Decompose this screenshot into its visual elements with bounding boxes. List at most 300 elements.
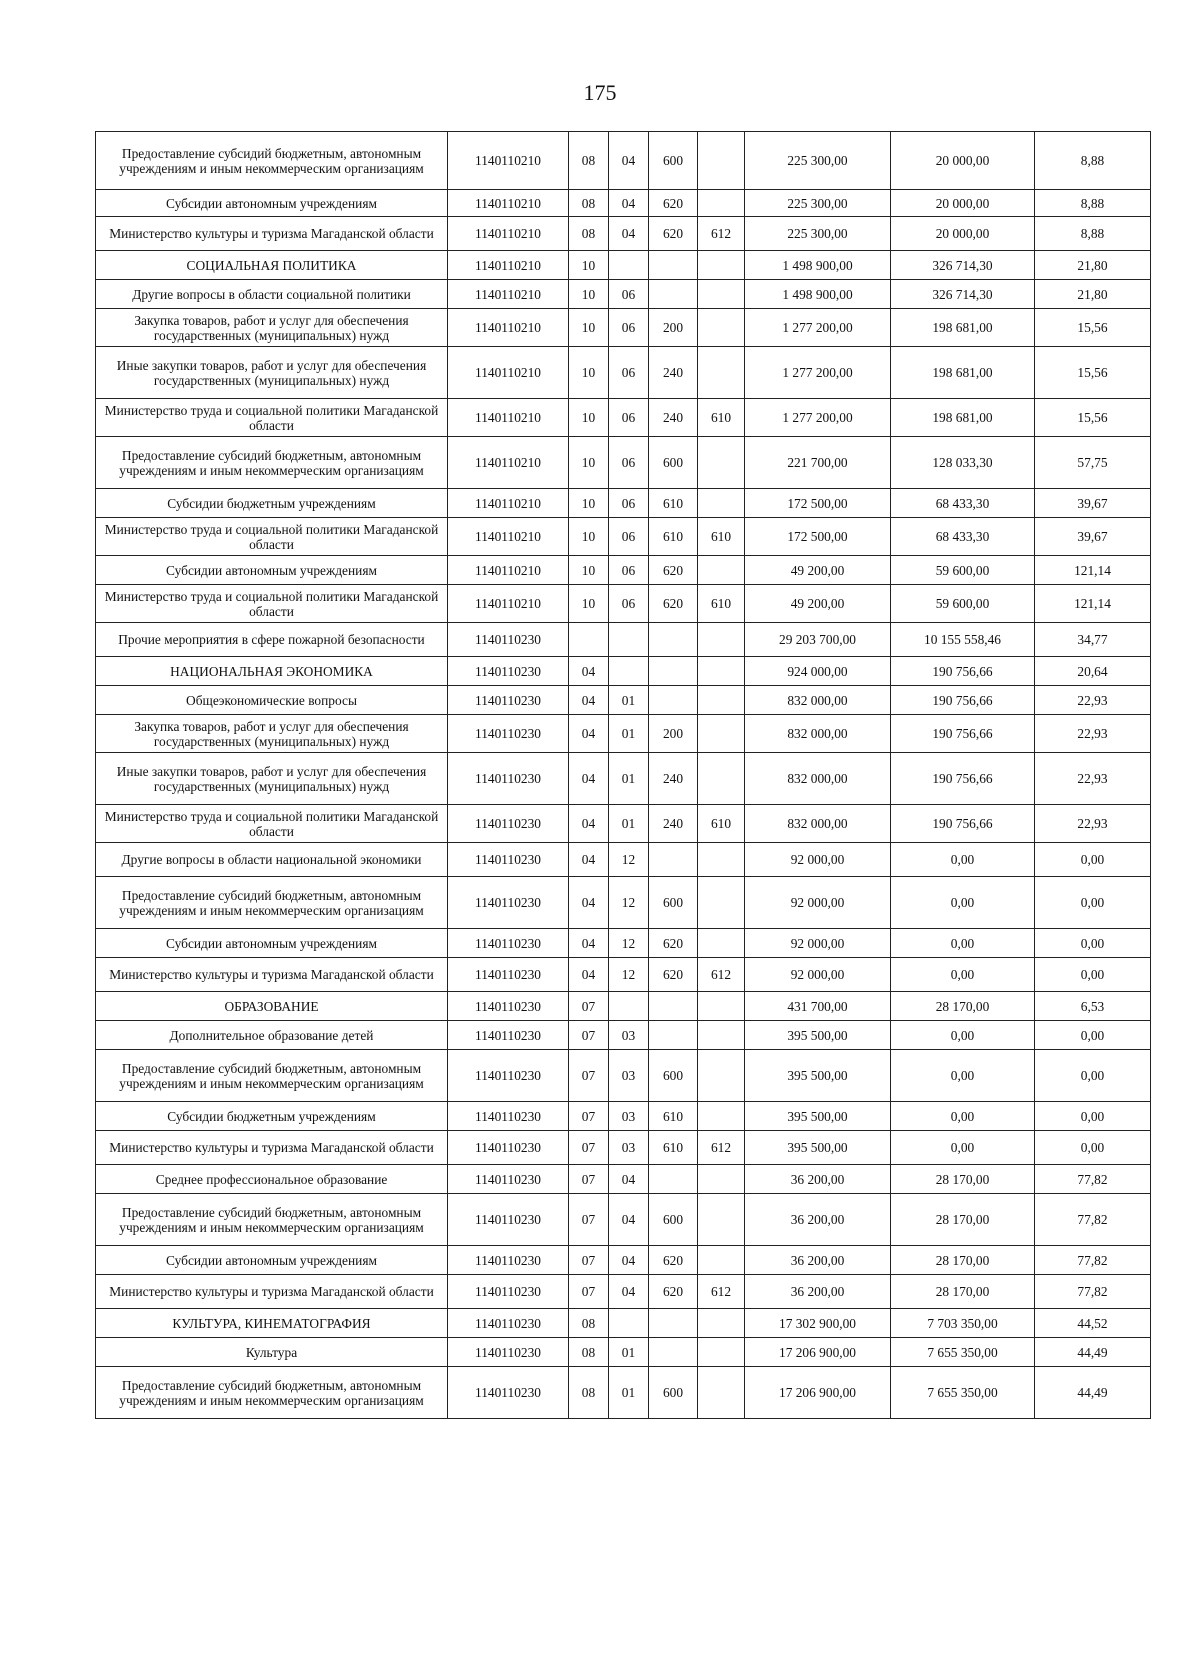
target-article-code-cell: 1140110230 [448, 958, 569, 992]
table-row [96, 657, 1151, 686]
table-row [96, 843, 1151, 877]
actual-amount-cell: 198 681,00 [891, 399, 1035, 437]
row-name-cell: Министерство труда и социальной политики Магаданской области [96, 518, 448, 556]
table-row [96, 715, 1151, 753]
section-code-cell: 04 [569, 805, 609, 843]
table-row [96, 958, 1151, 992]
administrator-code-cell: 610 [698, 805, 745, 843]
execution-percent-cell: 0,00 [1035, 1021, 1151, 1050]
section-code-cell: 10 [569, 280, 609, 309]
actual-amount-cell: 0,00 [891, 958, 1035, 992]
actual-amount-cell: 10 155 558,46 [891, 623, 1035, 657]
execution-percent-cell: 0,00 [1035, 1050, 1151, 1102]
administrator-code-cell [698, 347, 745, 399]
row-name-cell: Дополнительное образование детей [96, 1021, 448, 1050]
planned-amount-cell: 832 000,00 [745, 686, 891, 715]
row-name-cell: Закупка товаров, работ и услуг для обеспечения государственных (муниципальных) нужд [96, 715, 448, 753]
planned-amount-cell: 17 206 900,00 [745, 1338, 891, 1367]
expense-type-code-cell: 600 [649, 132, 698, 190]
execution-percent-cell: 15,56 [1035, 347, 1151, 399]
expense-type-code-cell: 620 [649, 585, 698, 623]
actual-amount-cell: 198 681,00 [891, 309, 1035, 347]
subsection-code-cell: 04 [609, 1275, 649, 1309]
row-name-cell: Субсидии автономным учреждениям [96, 929, 448, 958]
expense-type-code-cell [649, 623, 698, 657]
row-name-cell: Субсидии бюджетным учреждениям [96, 1102, 448, 1131]
expense-type-code-cell: 240 [649, 399, 698, 437]
administrator-code-cell: 610 [698, 585, 745, 623]
planned-amount-cell: 1 277 200,00 [745, 309, 891, 347]
administrator-code-cell [698, 657, 745, 686]
subsection-code-cell: 03 [609, 1021, 649, 1050]
administrator-code-cell [698, 132, 745, 190]
administrator-code-cell: 612 [698, 958, 745, 992]
subsection-code-cell [609, 992, 649, 1021]
row-name-cell: Министерство труда и социальной политики Магаданской области [96, 585, 448, 623]
target-article-code-cell: 1140110210 [448, 309, 569, 347]
administrator-code-cell [698, 437, 745, 489]
subsection-code-cell: 01 [609, 805, 649, 843]
table-row [96, 753, 1151, 805]
execution-percent-cell: 0,00 [1035, 877, 1151, 929]
expense-type-code-cell: 240 [649, 347, 698, 399]
actual-amount-cell: 190 756,66 [891, 805, 1035, 843]
row-name-cell: Предоставление субсидий бюджетным, автономным учреждениям и иным некоммерческим организациям [96, 132, 448, 190]
section-code-cell: 10 [569, 437, 609, 489]
expense-type-code-cell [649, 843, 698, 877]
target-article-code-cell: 1140110210 [448, 437, 569, 489]
administrator-code-cell [698, 309, 745, 347]
administrator-code-cell [698, 1194, 745, 1246]
subsection-code-cell: 01 [609, 715, 649, 753]
actual-amount-cell: 190 756,66 [891, 753, 1035, 805]
actual-amount-cell: 190 756,66 [891, 715, 1035, 753]
administrator-code-cell: 610 [698, 399, 745, 437]
row-name-cell: Субсидии автономным учреждениям [96, 1246, 448, 1275]
row-name-cell: Общеэкономические вопросы [96, 686, 448, 715]
table-row [96, 877, 1151, 929]
row-name-cell: Предоставление субсидий бюджетным, автономным учреждениям и иным некоммерческим организациям [96, 437, 448, 489]
section-code-cell: 07 [569, 1194, 609, 1246]
expense-type-code-cell: 620 [649, 1246, 698, 1275]
planned-amount-cell: 1 498 900,00 [745, 251, 891, 280]
row-name-cell: НАЦИОНАЛЬНАЯ ЭКОНОМИКА [96, 657, 448, 686]
table-row [96, 1131, 1151, 1165]
subsection-code-cell: 06 [609, 399, 649, 437]
section-code-cell: 10 [569, 489, 609, 518]
execution-percent-cell: 21,80 [1035, 280, 1151, 309]
subsection-code-cell: 03 [609, 1131, 649, 1165]
administrator-code-cell [698, 992, 745, 1021]
actual-amount-cell: 0,00 [891, 1102, 1035, 1131]
execution-percent-cell: 8,88 [1035, 217, 1151, 251]
table-row [96, 556, 1151, 585]
expense-type-code-cell: 610 [649, 1131, 698, 1165]
planned-amount-cell: 49 200,00 [745, 556, 891, 585]
planned-amount-cell: 49 200,00 [745, 585, 891, 623]
planned-amount-cell: 92 000,00 [745, 958, 891, 992]
target-article-code-cell: 1140110230 [448, 929, 569, 958]
planned-amount-cell: 832 000,00 [745, 805, 891, 843]
planned-amount-cell: 1 277 200,00 [745, 399, 891, 437]
administrator-code-cell [698, 1246, 745, 1275]
section-code-cell: 10 [569, 556, 609, 585]
actual-amount-cell: 0,00 [891, 1131, 1035, 1165]
section-code-cell: 04 [569, 929, 609, 958]
execution-percent-cell: 77,82 [1035, 1275, 1151, 1309]
target-article-code-cell: 1140110210 [448, 556, 569, 585]
expense-type-code-cell: 200 [649, 715, 698, 753]
row-name-cell: Предоставление субсидий бюджетным, автономным учреждениям и иным некоммерческим организациям [96, 1194, 448, 1246]
target-article-code-cell: 1140110230 [448, 657, 569, 686]
section-code-cell: 08 [569, 217, 609, 251]
execution-percent-cell: 0,00 [1035, 929, 1151, 958]
expense-type-code-cell: 620 [649, 1275, 698, 1309]
execution-percent-cell: 77,82 [1035, 1165, 1151, 1194]
planned-amount-cell: 395 500,00 [745, 1050, 891, 1102]
target-article-code-cell: 1140110230 [448, 1246, 569, 1275]
expense-type-code-cell: 620 [649, 556, 698, 585]
section-code-cell: 04 [569, 958, 609, 992]
subsection-code-cell: 06 [609, 280, 649, 309]
target-article-code-cell: 1140110210 [448, 251, 569, 280]
page-number: 175 [583, 80, 617, 105]
planned-amount-cell: 395 500,00 [745, 1021, 891, 1050]
table-row [96, 585, 1151, 623]
target-article-code-cell: 1140110210 [448, 217, 569, 251]
actual-amount-cell: 28 170,00 [891, 1246, 1035, 1275]
planned-amount-cell: 92 000,00 [745, 929, 891, 958]
execution-percent-cell: 21,80 [1035, 251, 1151, 280]
table-row [96, 251, 1151, 280]
row-name-cell: Другие вопросы в области социальной политики [96, 280, 448, 309]
expense-type-code-cell: 610 [649, 489, 698, 518]
target-article-code-cell: 1140110230 [448, 1131, 569, 1165]
row-name-cell: Министерство труда и социальной политики Магаданской области [96, 805, 448, 843]
execution-percent-cell: 0,00 [1035, 1102, 1151, 1131]
subsection-code-cell: 06 [609, 489, 649, 518]
actual-amount-cell: 28 170,00 [891, 1194, 1035, 1246]
subsection-code-cell: 04 [609, 1246, 649, 1275]
administrator-code-cell [698, 1021, 745, 1050]
expense-type-code-cell: 600 [649, 877, 698, 929]
execution-percent-cell: 34,77 [1035, 623, 1151, 657]
target-article-code-cell: 1140110210 [448, 347, 569, 399]
section-code-cell: 10 [569, 251, 609, 280]
section-code-cell: 07 [569, 1021, 609, 1050]
administrator-code-cell: 612 [698, 1131, 745, 1165]
administrator-code-cell [698, 843, 745, 877]
administrator-code-cell [698, 190, 745, 217]
actual-amount-cell: 59 600,00 [891, 585, 1035, 623]
expense-type-code-cell: 240 [649, 805, 698, 843]
row-name-cell: Субсидии бюджетным учреждениям [96, 489, 448, 518]
target-article-code-cell: 1140110210 [448, 132, 569, 190]
subsection-code-cell: 01 [609, 753, 649, 805]
target-article-code-cell: 1140110230 [448, 877, 569, 929]
execution-percent-cell: 0,00 [1035, 958, 1151, 992]
administrator-code-cell [698, 623, 745, 657]
execution-percent-cell: 22,93 [1035, 753, 1151, 805]
planned-amount-cell: 172 500,00 [745, 489, 891, 518]
administrator-code-cell [698, 753, 745, 805]
row-name-cell: СОЦИАЛЬНАЯ ПОЛИТИКА [96, 251, 448, 280]
administrator-code-cell [698, 1102, 745, 1131]
expense-type-code-cell [649, 280, 698, 309]
actual-amount-cell: 28 170,00 [891, 1165, 1035, 1194]
expense-type-code-cell: 600 [649, 1050, 698, 1102]
planned-amount-cell: 92 000,00 [745, 877, 891, 929]
table-row [96, 489, 1151, 518]
expense-type-code-cell: 600 [649, 1194, 698, 1246]
row-name-cell: Иные закупки товаров, работ и услуг для обеспечения государственных (муниципальных) нужд [96, 347, 448, 399]
subsection-code-cell: 04 [609, 132, 649, 190]
execution-percent-cell: 39,67 [1035, 518, 1151, 556]
planned-amount-cell: 395 500,00 [745, 1102, 891, 1131]
budget-table [95, 131, 1151, 1419]
subsection-code-cell: 12 [609, 929, 649, 958]
expense-type-code-cell: 600 [649, 1367, 698, 1419]
execution-percent-cell: 121,14 [1035, 556, 1151, 585]
target-article-code-cell: 1140110230 [448, 1367, 569, 1419]
execution-percent-cell: 57,75 [1035, 437, 1151, 489]
actual-amount-cell: 20 000,00 [891, 132, 1035, 190]
actual-amount-cell: 0,00 [891, 1021, 1035, 1050]
expense-type-code-cell: 200 [649, 309, 698, 347]
execution-percent-cell: 44,49 [1035, 1367, 1151, 1419]
table-row [96, 399, 1151, 437]
administrator-code-cell [698, 556, 745, 585]
actual-amount-cell: 7 703 350,00 [891, 1309, 1035, 1338]
target-article-code-cell: 1140110210 [448, 489, 569, 518]
planned-amount-cell: 29 203 700,00 [745, 623, 891, 657]
row-name-cell: Субсидии автономным учреждениям [96, 190, 448, 217]
administrator-code-cell: 612 [698, 1275, 745, 1309]
actual-amount-cell: 7 655 350,00 [891, 1367, 1035, 1419]
actual-amount-cell: 326 714,30 [891, 251, 1035, 280]
subsection-code-cell: 06 [609, 585, 649, 623]
execution-percent-cell: 39,67 [1035, 489, 1151, 518]
target-article-code-cell: 1140110230 [448, 1050, 569, 1102]
target-article-code-cell: 1140110210 [448, 518, 569, 556]
actual-amount-cell: 0,00 [891, 843, 1035, 877]
execution-percent-cell: 77,82 [1035, 1246, 1151, 1275]
target-article-code-cell: 1140110230 [448, 805, 569, 843]
administrator-code-cell: 610 [698, 518, 745, 556]
section-code-cell: 07 [569, 1102, 609, 1131]
table-row [96, 1246, 1151, 1275]
actual-amount-cell: 68 433,30 [891, 518, 1035, 556]
target-article-code-cell: 1140110230 [448, 843, 569, 877]
actual-amount-cell: 190 756,66 [891, 686, 1035, 715]
target-article-code-cell: 1140110210 [448, 399, 569, 437]
section-code-cell: 07 [569, 1131, 609, 1165]
table-row [96, 805, 1151, 843]
actual-amount-cell: 0,00 [891, 929, 1035, 958]
subsection-code-cell: 06 [609, 556, 649, 585]
administrator-code-cell [698, 877, 745, 929]
actual-amount-cell: 128 033,30 [891, 437, 1035, 489]
row-name-cell: Иные закупки товаров, работ и услуг для обеспечения государственных (муниципальных) нужд [96, 753, 448, 805]
row-name-cell: Предоставление субсидий бюджетным, автономным учреждениям и иным некоммерческим организациям [96, 1050, 448, 1102]
target-article-code-cell: 1140110230 [448, 1275, 569, 1309]
administrator-code-cell [698, 1050, 745, 1102]
planned-amount-cell: 36 200,00 [745, 1165, 891, 1194]
administrator-code-cell [698, 929, 745, 958]
target-article-code-cell: 1140110230 [448, 1021, 569, 1050]
execution-percent-cell: 15,56 [1035, 399, 1151, 437]
execution-percent-cell: 8,88 [1035, 132, 1151, 190]
planned-amount-cell: 832 000,00 [745, 753, 891, 805]
row-name-cell: Закупка товаров, работ и услуг для обеспечения государственных (муниципальных) нужд [96, 309, 448, 347]
expense-type-code-cell [649, 251, 698, 280]
table-row [96, 1165, 1151, 1194]
table-row [96, 437, 1151, 489]
subsection-code-cell: 01 [609, 686, 649, 715]
actual-amount-cell: 198 681,00 [891, 347, 1035, 399]
row-name-cell: Другие вопросы в области национальной экономики [96, 843, 448, 877]
table-row [96, 347, 1151, 399]
expense-type-code-cell [649, 992, 698, 1021]
execution-percent-cell: 20,64 [1035, 657, 1151, 686]
table-row [96, 280, 1151, 309]
table-row [96, 992, 1151, 1021]
section-code-cell: 10 [569, 399, 609, 437]
section-code-cell: 07 [569, 1246, 609, 1275]
administrator-code-cell [698, 1338, 745, 1367]
row-name-cell: Министерство труда и социальной политики Магаданской области [96, 399, 448, 437]
execution-percent-cell: 44,49 [1035, 1338, 1151, 1367]
subsection-code-cell: 04 [609, 217, 649, 251]
section-code-cell: 04 [569, 843, 609, 877]
row-name-cell: Предоставление субсидий бюджетным, автономным учреждениям и иным некоммерческим организациям [96, 877, 448, 929]
planned-amount-cell: 431 700,00 [745, 992, 891, 1021]
planned-amount-cell: 395 500,00 [745, 1131, 891, 1165]
administrator-code-cell [698, 715, 745, 753]
execution-percent-cell: 22,93 [1035, 805, 1151, 843]
row-name-cell: Предоставление субсидий бюджетным, автономным учреждениям и иным некоммерческим организациям [96, 1367, 448, 1419]
expense-type-code-cell: 610 [649, 518, 698, 556]
administrator-code-cell [698, 280, 745, 309]
planned-amount-cell: 225 300,00 [745, 190, 891, 217]
subsection-code-cell [609, 251, 649, 280]
row-name-cell: КУЛЬТУРА, КИНЕМАТОГРАФИЯ [96, 1309, 448, 1338]
subsection-code-cell: 12 [609, 877, 649, 929]
table-row [96, 518, 1151, 556]
subsection-code-cell: 04 [609, 1194, 649, 1246]
section-code-cell: 07 [569, 1275, 609, 1309]
expense-type-code-cell: 620 [649, 929, 698, 958]
target-article-code-cell: 1140110230 [448, 992, 569, 1021]
actual-amount-cell: 0,00 [891, 1050, 1035, 1102]
section-code-cell: 04 [569, 657, 609, 686]
execution-percent-cell: 15,56 [1035, 309, 1151, 347]
execution-percent-cell: 22,93 [1035, 686, 1151, 715]
subsection-code-cell: 12 [609, 958, 649, 992]
subsection-code-cell: 04 [609, 1165, 649, 1194]
table-row [96, 1194, 1151, 1246]
table-row [96, 1309, 1151, 1338]
table-row [96, 686, 1151, 715]
expense-type-code-cell: 620 [649, 217, 698, 251]
planned-amount-cell: 36 200,00 [745, 1275, 891, 1309]
actual-amount-cell: 0,00 [891, 877, 1035, 929]
administrator-code-cell [698, 1367, 745, 1419]
administrator-code-cell [698, 1165, 745, 1194]
subsection-code-cell: 12 [609, 843, 649, 877]
subsection-code-cell: 06 [609, 437, 649, 489]
subsection-code-cell: 06 [609, 518, 649, 556]
expense-type-code-cell: 610 [649, 1102, 698, 1131]
administrator-code-cell: 612 [698, 217, 745, 251]
actual-amount-cell: 28 170,00 [891, 1275, 1035, 1309]
expense-type-code-cell [649, 686, 698, 715]
target-article-code-cell: 1140110210 [448, 280, 569, 309]
table-row [96, 623, 1151, 657]
actual-amount-cell: 28 170,00 [891, 992, 1035, 1021]
execution-percent-cell: 0,00 [1035, 843, 1151, 877]
target-article-code-cell: 1140110230 [448, 1165, 569, 1194]
table-row [96, 309, 1151, 347]
table-row [96, 190, 1151, 217]
actual-amount-cell: 7 655 350,00 [891, 1338, 1035, 1367]
execution-percent-cell: 121,14 [1035, 585, 1151, 623]
table-row [96, 1050, 1151, 1102]
row-name-cell: Министерство культуры и туризма Магаданской области [96, 217, 448, 251]
target-article-code-cell: 1140110210 [448, 585, 569, 623]
section-code-cell: 08 [569, 190, 609, 217]
administrator-code-cell [698, 686, 745, 715]
section-code-cell: 10 [569, 585, 609, 623]
actual-amount-cell: 326 714,30 [891, 280, 1035, 309]
expense-type-code-cell [649, 1309, 698, 1338]
execution-percent-cell: 0,00 [1035, 1131, 1151, 1165]
row-name-cell: Культура [96, 1338, 448, 1367]
planned-amount-cell: 92 000,00 [745, 843, 891, 877]
planned-amount-cell: 225 300,00 [745, 217, 891, 251]
table-row [96, 1367, 1151, 1419]
subsection-code-cell: 01 [609, 1367, 649, 1419]
row-name-cell: ОБРАЗОВАНИЕ [96, 992, 448, 1021]
subsection-code-cell: 01 [609, 1338, 649, 1367]
planned-amount-cell: 221 700,00 [745, 437, 891, 489]
subsection-code-cell [609, 623, 649, 657]
section-code-cell: 04 [569, 877, 609, 929]
target-article-code-cell: 1140110210 [448, 190, 569, 217]
section-code-cell: 07 [569, 992, 609, 1021]
target-article-code-cell: 1140110230 [448, 753, 569, 805]
target-article-code-cell: 1140110230 [448, 686, 569, 715]
planned-amount-cell: 924 000,00 [745, 657, 891, 686]
expense-type-code-cell: 620 [649, 958, 698, 992]
planned-amount-cell: 225 300,00 [745, 132, 891, 190]
table-row [96, 929, 1151, 958]
target-article-code-cell: 1140110230 [448, 1102, 569, 1131]
actual-amount-cell: 190 756,66 [891, 657, 1035, 686]
table-row [96, 132, 1151, 190]
section-code-cell: 07 [569, 1050, 609, 1102]
execution-percent-cell: 44,52 [1035, 1309, 1151, 1338]
table-row [96, 1275, 1151, 1309]
actual-amount-cell: 68 433,30 [891, 489, 1035, 518]
planned-amount-cell: 832 000,00 [745, 715, 891, 753]
table-body [96, 132, 1151, 1419]
target-article-code-cell: 1140110230 [448, 623, 569, 657]
execution-percent-cell: 8,88 [1035, 190, 1151, 217]
target-article-code-cell: 1140110230 [448, 1338, 569, 1367]
actual-amount-cell: 20 000,00 [891, 190, 1035, 217]
section-code-cell: 10 [569, 309, 609, 347]
